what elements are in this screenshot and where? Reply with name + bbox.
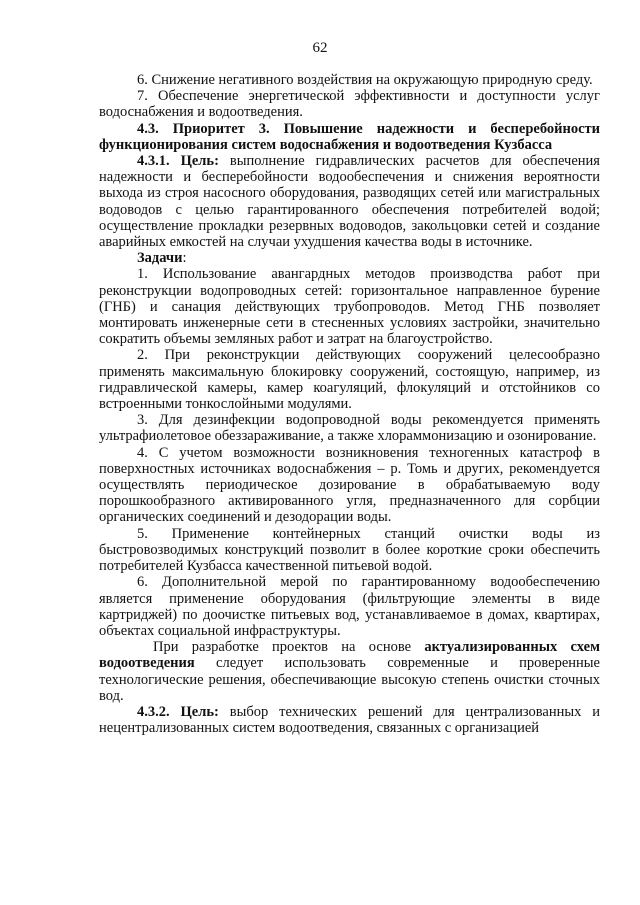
page-number: 62 — [312, 40, 328, 56]
wastewater-post: следует использовать современные и проверенные технологические решения, обеспечивающие высокую степень очистки сточных вод. — [99, 655, 600, 704]
goal-label: 4.3.2. Цель: — [137, 703, 219, 720]
goal-text: выполнение гидравлических расчетов для обеспечения надежности и бесперебойности водообеспечения и снижения вероятности выхода из строя насосного оборудования, разводящих сетей или магистральных водоводов с целью гарантированного обеспечения потребителей водой; осуществление прокладки резервных водоводов, закольцовки сетей и создание аварийных емкостей на случаи ухудшения качества воды в источнике. — [99, 153, 600, 251]
tasks-heading — [99, 250, 600, 266]
wastewater-paragraph — [99, 639, 600, 704]
goal-paragraph — [99, 153, 600, 250]
wastewater-bold: актуализированных схем водоотведения — [99, 639, 600, 672]
task-item: 6. Дополнительной мерой по гарантированному водообеспечению является применение оборудования (фильтрующие элементы в виде картриджей) по доочистке питьевых вод, устанавливаемое в домах, квартирах, объектах социальной инфраструктуры. — [99, 574, 600, 639]
task-item: 3. Для дезинфекции водопроводной воды рекомендуется применять ультрафиолетовое обеззараживание, а также хлораммонизацию и озонирование. — [99, 412, 600, 445]
wastewater-pre: При разработке проектов на основе — [153, 639, 425, 656]
goal-label: 4.3.1. Цель: — [137, 153, 219, 170]
tasks-label: Задачи — [137, 250, 183, 267]
page-content — [99, 72, 600, 736]
task-item: 4. С учетом возможности возникновения техногенных катастроф в поверхностных источниках водоснабжения – р. Томь и других, рекомендуется осуществлять периодическое дозирование в обрабатываемую воду порошкообразного активированного угля, предназначенного для сорбции органических соединений и дезодорации воды. — [99, 444, 600, 526]
tasks-colon: : — [182, 250, 187, 267]
task-item: 1. Использование авангардных методов производства работ при реконструкции водопроводных сетей: горизонтальное направленное бурение (ГНБ) и санация действующих трубопроводов. Метод ГНБ позволяет монтировать инженерные сети в стесненных условиях застройки, значительно сократить объемы земляных работ и затрат на благоустройство. — [99, 266, 600, 348]
task-item: 5. Применение контейнерных станций очистки воды из быстровозводимых конструкций позволит в более короткие сроки обеспечить потребителей Кузбасса качественной питьевой водой. — [99, 525, 600, 575]
section-heading: 4.3. Приоритет 3. Повышение надежности и бесперебойности функционирования систем водоснабжения и водоотведения Кузбасса — [99, 120, 600, 153]
task-item: 2. При реконструкции действующих сооружений целесообразно применять максимальную блокировку сооружений, состоящую, например, из гидравлической камеры, камер коагуляций, флокуляций и отстойников со встроенными тонкослойными модулями. — [99, 347, 600, 413]
goal-paragraph — [99, 704, 600, 736]
goal-text: выбор технических решений для централизованных и нецентрализованных систем водоотведения, связанных с организацией — [99, 703, 600, 737]
list-item: 7. Обеспечение энергетической эффективности и доступности услуг водоснабжения и водоотведения. — [99, 88, 600, 121]
list-item: 6. Снижение негативного воздействия на окружающую природную среду. — [137, 72, 593, 88]
